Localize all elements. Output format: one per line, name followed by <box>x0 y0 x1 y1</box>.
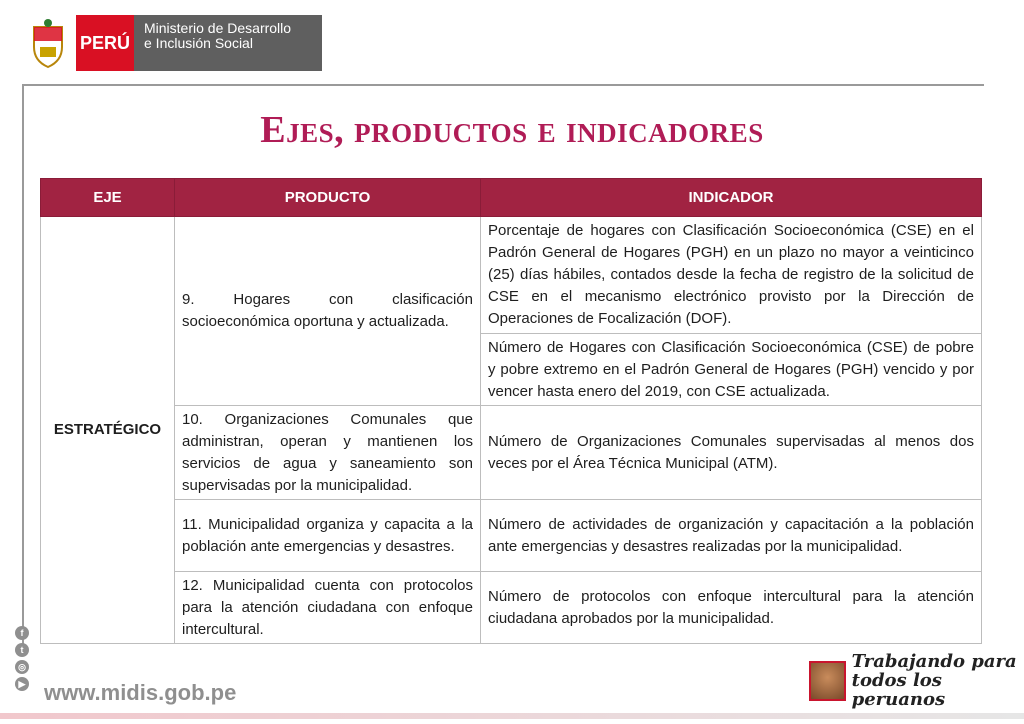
eje-cell: ESTRATÉGICO <box>41 217 175 644</box>
slide-title: Ejes, productos e indicadores <box>260 109 764 151</box>
producto-cell: 10. Organizaciones Comunales que administran, operan y mantienen los servicios de agua y saneamiento son supervisadas por la municipalidad. <box>175 406 481 500</box>
indicador-cell: Número de protocolos con enfoque intercultural para la atención ciudadana aprobados por la municipalidad. <box>481 572 982 644</box>
ministry-line-2: e Inclusión Social <box>144 35 253 51</box>
ministry-name <box>134 15 322 71</box>
table-header-row <box>41 179 982 217</box>
producto-cell: 12. Municipalidad cuenta con protocolos para la atención ciudadana con enfoque intercultural. <box>175 572 481 644</box>
indicators-table <box>40 178 982 644</box>
portrait-image <box>809 661 846 701</box>
bottom-band <box>0 713 1024 719</box>
table-row <box>41 406 982 500</box>
youtube-icon[interactable]: ▶ <box>15 677 29 691</box>
header-indicador: INDICADOR <box>481 179 982 217</box>
left-divider <box>22 84 24 644</box>
producto-cell: 9. Hogares con clasificación socioeconómica oportuna y actualizada. <box>175 217 481 406</box>
indicador-cell: Porcentaje de hogares con Clasificación Socioeconómica (CSE) en el Padrón General de Hogares (PGH) en un plazo no mayor a veinticinco (25) días hábiles, contados desde la fecha de registro de la solicitud de CSE en el mecanismo electrónico provisto por la Dirección de Operaciones de Focalización (DOF). <box>481 217 982 334</box>
producto-cell: 11. Municipalidad organiza y capacita a la población ante emergencias y desastres. <box>175 500 481 572</box>
peru-badge: PERÚ <box>76 15 134 71</box>
social-icons <box>15 626 29 691</box>
slogan-line-2: todos los peruanos <box>851 670 946 710</box>
table-row <box>41 500 982 572</box>
table-row <box>41 217 982 334</box>
slogan-line-1: Trabajando para <box>851 651 1017 672</box>
header-producto: PRODUCTO <box>175 179 481 217</box>
instagram-icon[interactable]: ◎ <box>15 660 29 674</box>
facebook-icon[interactable]: f <box>15 626 29 640</box>
header-eje: EJE <box>41 179 175 217</box>
table-row <box>41 572 982 644</box>
twitter-icon[interactable]: t <box>15 643 29 657</box>
website-link[interactable]: www.midis.gob.pe <box>44 680 237 705</box>
indicador-cell: Número de Hogares con Clasificación Socioeconómica (CSE) de pobre y pobre extremo en el Padrón General de Hogares (PGH) vencido y por vencer hasta enero del 2019, con CSE actualizada. <box>481 334 982 406</box>
top-divider <box>24 84 984 86</box>
coat-of-arms-icon <box>26 15 70 71</box>
indicador-cell: Número de actividades de organización y capacitación a la población ante emergencias y desastres realizadas por la municipalidad. <box>481 500 982 572</box>
indicador-cell: Número de Organizaciones Comunales supervisadas al menos dos veces por el Área Técnica Municipal (ATM). <box>481 406 982 500</box>
midis-logo <box>26 15 322 71</box>
ministry-line-1: Ministerio de Desarrollo <box>144 20 292 36</box>
slogan-text <box>852 652 1024 709</box>
slogan-logo <box>809 652 1024 709</box>
